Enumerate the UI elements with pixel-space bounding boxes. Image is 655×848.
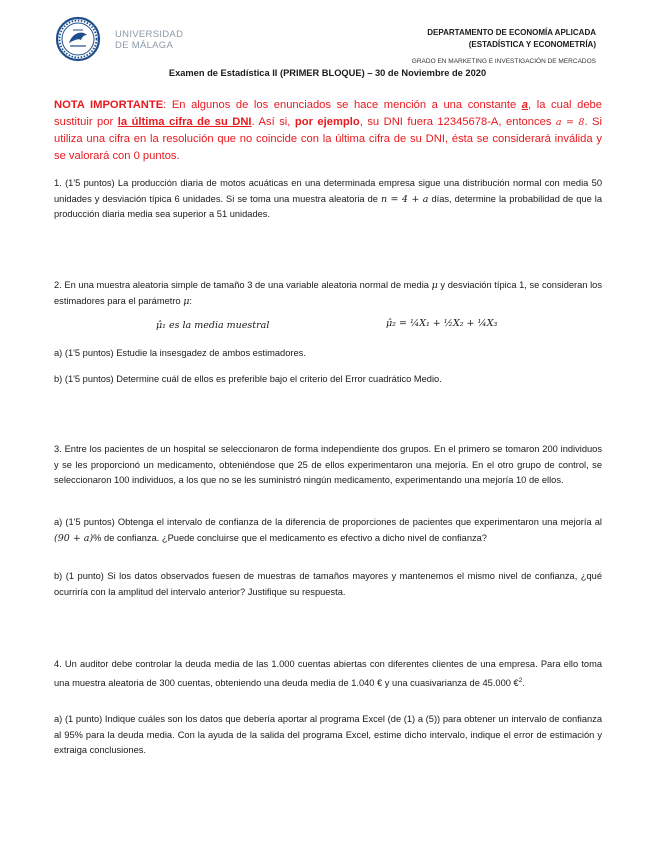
department-name: DEPARTAMENTO DE ECONOMÍA APLICADA (427, 28, 596, 37)
note-text-d: , su DNI fuera 12345678-A, entonces (359, 115, 556, 128)
note-label: NOTA IMPORTANTE (54, 99, 164, 111)
estimator-1: μ̂₁ es la media muestral (156, 320, 270, 331)
q4-text-b: . (522, 677, 525, 688)
exam-title: Examen de Estadística II (PRIMER BLOQUE) – 30 de Noviembre de 2020 (168, 68, 487, 78)
department-header (427, 27, 596, 51)
question-4 (54, 657, 602, 691)
q1-sample-size: n = 4 + a (380, 193, 429, 205)
important-note (54, 97, 602, 164)
degree-name: GRADO EN MARKETING E INVESTIGACIÓN DE MERCADOS (411, 58, 596, 65)
question-1 (54, 176, 602, 223)
note-constant-a: a (521, 99, 529, 111)
note-text-c: . Así si, (251, 115, 295, 128)
q2-text-c: : (189, 295, 192, 306)
q1-text-b: días, determine la probabilidad de que la producción diaria media sea superior a 51 unidades. (54, 193, 602, 219)
question-2a: a) (1'5 puntos) Estudie la insesgadez de ambos estimadores. (54, 348, 306, 358)
note-example: por ejemplo (294, 115, 360, 128)
university-name-line1: UNIVERSIDAD (115, 29, 184, 40)
department-area: (ESTADÍSTICA Y ECONOMETRÍA) (468, 40, 596, 49)
note-equation: a = 8 (555, 116, 585, 128)
note-text-a: : En algunos de los enunciados se hace mención a una constante (163, 99, 522, 111)
q4-text-a: 4. Un auditor debe controlar la deuda media de las 1.000 cuentas abiertas con diferentes clientes de una empresa. Para ello toma una muestra aleatoria de 300 cuentas, obteniendo una deuda media de 1.040 € y una cuasivarianza de 45.000 € (54, 659, 602, 688)
q3a-text-a: a) (1'5 puntos) Obtenga el intervalo de confianza de la diferencia de proporciones de pacientes que experimentaron una mejoría al (54, 517, 602, 527)
question-3a (54, 515, 602, 546)
q2-text-a: 2. En una muestra aleatoria simple de tamaño 3 de una variable aleatoria normal de media (54, 280, 432, 290)
note-text-e: . Si utiliza una cifra en la resolución que no coincide con la última cifra de su DNI, ésta se considerará inválida y se valorará con 0 puntos. (54, 115, 602, 162)
q3a-text-b: % de confianza. ¿Puede concluirse que el medicamento es efectivo a dicho nivel de confianza? (93, 532, 487, 543)
q2-text-b: y desviación típica 1, se consideran los estimadores para el parámetro (54, 280, 602, 306)
question-2 (54, 278, 602, 309)
question-3: 3. Entre los pacientes de un hospital se seleccionaron de forma independiente dos grupos. En el primero se tomaron 200 individuos y se les proporcionó un medicamento, obteniéndose que 25 de ellos experimentaron una mejoría. En el otro grupo de control, se seleccionaron 100 individuos, a los que no se les suministró ningún medicamento, experimentando una mejoría 10 de ellos. (54, 444, 602, 485)
q1-text-a: 1. (1'5 puntos) La producción diaria de motos acuáticas en una determinada empresa sigue una distribución normal con media 50 unidades y desviación típica 6 unidades. Si se toma una muestra aleatoria de (54, 178, 602, 204)
q2-mu: μ (431, 280, 438, 291)
estimators-row (0, 318, 655, 338)
university-logo (55, 16, 184, 60)
note-text-b: , la cual debe sustituir por (54, 99, 602, 128)
q4-superscript: 2 (518, 676, 523, 684)
question-3b: b) (1 punto) Si los datos observados fuesen de muestras de tamaños mayores y mantenemos el mismo nivel de confianza, ¿qué ocurriría con la amplitud del intervalo anterior? Justifique su respuesta. (54, 571, 602, 597)
question-4a: a) (1 punto) Indique cuáles son los datos que debería aportar al programa Excel (de (1) a (5)) para obtener un intervalo de confianza al 95% para la deuda media. Con la ayuda de la salida del programa Excel, estime dicho intervalo, indique el error de estimación y extraiga conclusiones. (54, 714, 602, 755)
q2-mu-param: μ (183, 295, 190, 307)
question-2b: b) (1'5 puntos) Determine cuál de ellos es preferible bajo el criterio del Error cuadrático Medio. (54, 374, 442, 384)
university-seal-icon (55, 16, 103, 62)
estimator-2: μ̂₂ = ¼X₁ + ½X₂ + ¼X₃ (386, 318, 498, 329)
note-underlined: la última cifra de su DNI (117, 115, 252, 128)
university-name-line2: DE MÁLAGA (115, 40, 174, 51)
q3a-confidence: (90 + a) (54, 532, 94, 544)
